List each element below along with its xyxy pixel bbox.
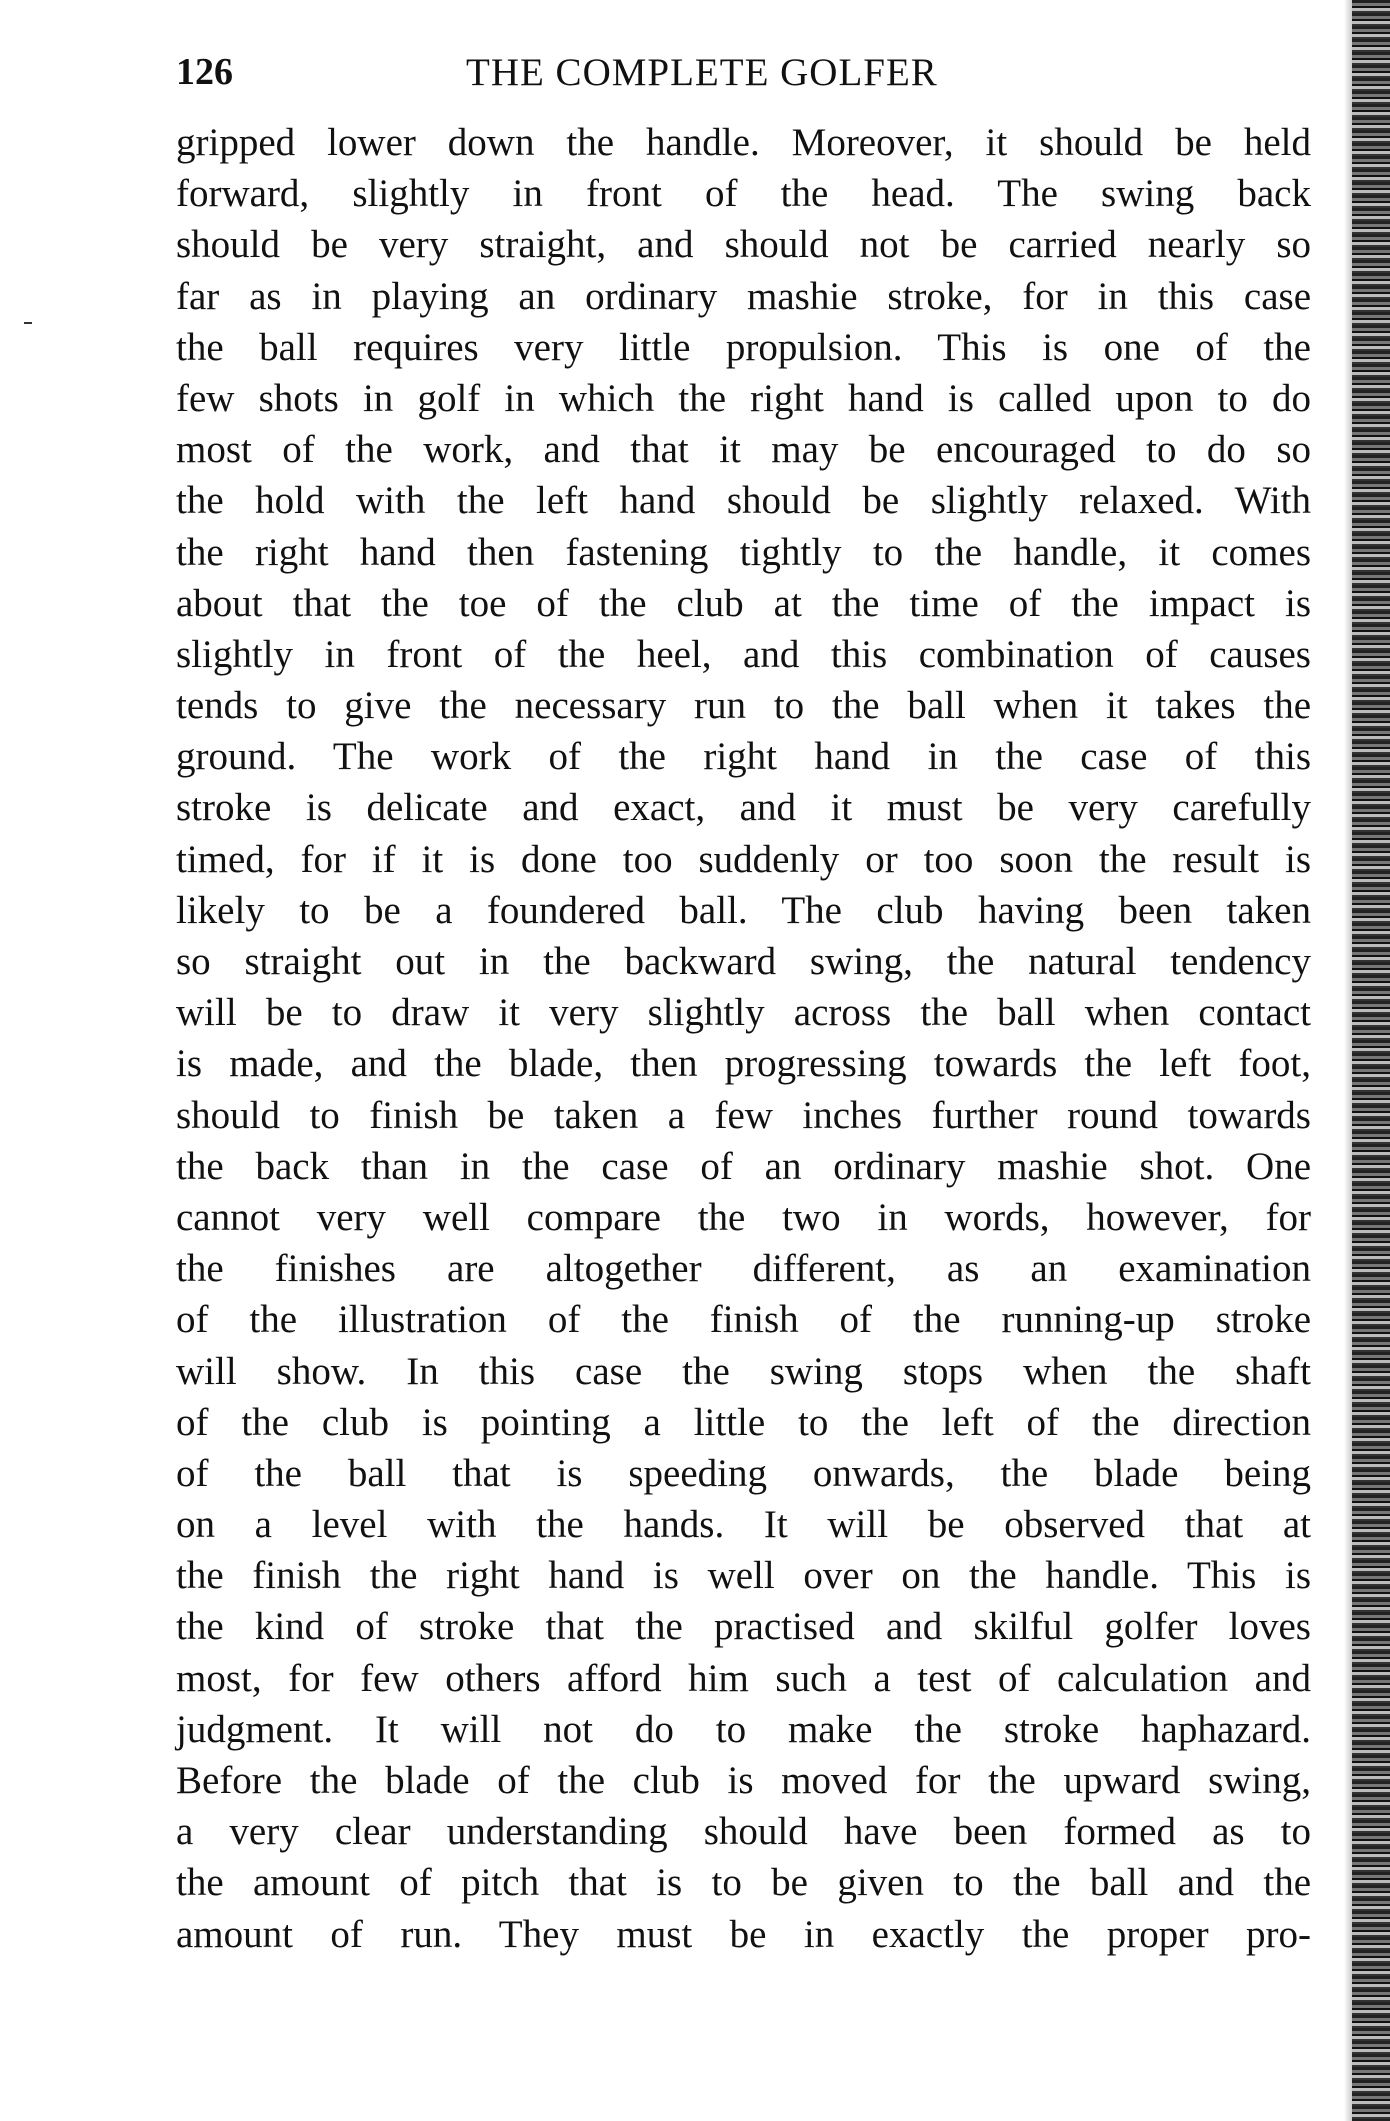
text-line: ground. The work of the right hand in the case of this [176,735,1311,779]
text-line: far as in playing an ordinary mashie stroke, for in this case [176,274,1311,318]
page-edge-shadow [1344,0,1352,2121]
text-line: gripped lower down the handle. Moreover, it should be held [176,121,1311,164]
text-line: amount of run. They must be in exactly the proper pro- [176,1912,1311,1956]
text-line: so straight out in the backward swing, the natural tendency [176,940,1311,983]
scanned-page-edge [1352,0,1390,2121]
text-line: the ball requires very little propulsion. This is one of the [176,325,1311,369]
page-number: 126 [176,51,233,93]
text-line: timed, for if it is done too suddenly or too soon the result is [176,837,1311,881]
text-line: will show. In this case the swing stops when the shaft [176,1349,1311,1393]
text-line: likely to be a foundered ball. The club having been taken [176,888,1311,932]
text-line: the back than in the case of an ordinary mashie shot. One [176,1144,1311,1188]
text-line: forward, slightly in front of the head. The swing back [176,172,1311,216]
text-line: slightly in front of the heel, and this combination of causes [176,632,1311,676]
margin-mark [24,322,32,324]
text-line: the finish the right hand is well over on the handle. This is [176,1554,1311,1598]
text-line: the finishes are altogether different, as an examination [176,1247,1311,1291]
text-line: a very clear understanding should have been formed as to [176,1810,1311,1854]
text-line: on a level with the hands. It will be observed that at [176,1503,1311,1547]
text-line: tends to give the necessary run to the ball when it takes the [176,684,1311,728]
text-line: the kind of stroke that the practised and skilful golfer loves [176,1605,1311,1649]
text-line: stroke is delicate and exact, and it must be very carefully [176,786,1311,830]
text-line: of the ball that is speeding onwards, the blade being [176,1451,1311,1495]
running-title: THE COMPLETE GOLFER [466,51,938,94]
text-line: most of the work, and that it may be encouraged to do so [176,428,1311,472]
text-line: cannot very well compare the two in words, however, for [176,1195,1311,1239]
text-line: the right hand then fastening tightly to the handle, it comes [176,530,1311,574]
text-line: of the illustration of the finish of the running-up stroke [176,1298,1311,1342]
text-line: of the club is pointing a little to the left of the direction [176,1400,1311,1444]
text-line: will be to draw it very slightly across the ball when contact [176,991,1311,1035]
running-header [176,50,1311,100]
text-line: few shots in golf in which the right hand is called upon to do [176,376,1311,420]
text-line: should be very straight, and should not be carried nearly so [176,223,1311,267]
text-line: judgment. It will not do to make the stroke haphazard. [176,1707,1311,1751]
text-line: should to finish be taken a few inches further round towards [176,1093,1311,1137]
text-line: most, for few others afford him such a test of calculation and [176,1656,1311,1700]
text-line: about that the toe of the club at the time of the impact is [176,581,1311,625]
text-line: Before the blade of the club is moved for the upward swing, [176,1759,1311,1802]
body-text [176,117,1311,1960]
text-line: the amount of pitch that is to be given to the ball and the [176,1861,1311,1905]
text-line: is made, and the blade, then progressing towards the left foot, [176,1042,1311,1086]
text-line: the hold with the left hand should be slightly relaxed. With [176,479,1311,523]
